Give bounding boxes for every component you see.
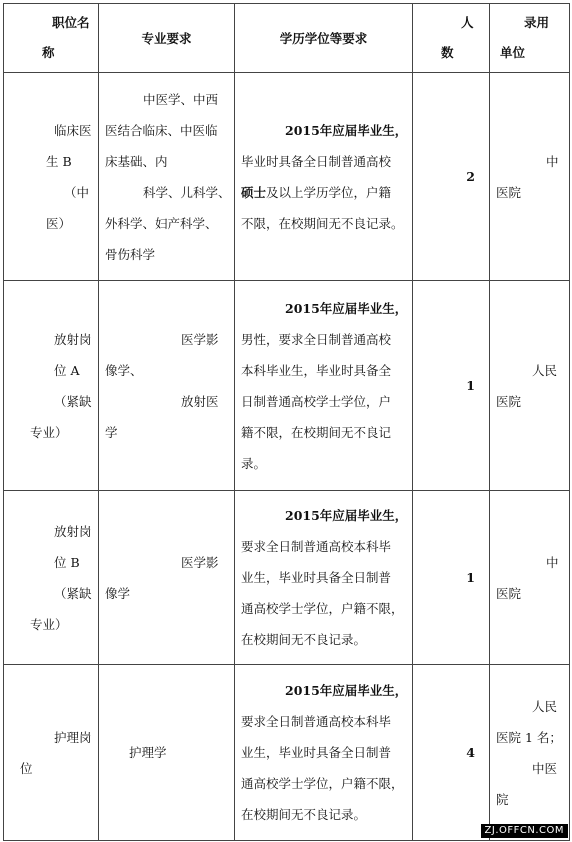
unit-cell: 人民 医院 (490, 281, 570, 491)
position-cell: 护理岗 位 (4, 665, 99, 841)
watermark-logo: ZJ.OFFCN.COM (481, 824, 568, 838)
major-cell: 中医学、中西 医结合临床、中医临 床基础、内 科学、儿科学、 外科学、妇产科学、 骨伤科学 (99, 73, 235, 281)
education-cell: 2015年应届毕业生， 要求全日制普通高校本科毕 业生，毕业时具备全日制普 通高校学士学位，户籍不限， 在校期间无不良记录。 (235, 491, 413, 665)
header-major: 专业要求 (99, 4, 235, 73)
unit-cell: 中 医院 (490, 491, 570, 665)
header-count: 人 数 (413, 4, 490, 73)
major-cell: 护理学 (99, 665, 235, 841)
header-unit: 录用 单位 (490, 4, 570, 73)
count-cell: 1 (413, 281, 490, 491)
table-row (4, 665, 570, 841)
unit-cell: 人民 医院 1 名； 中医 院 (490, 665, 570, 841)
table-row (4, 73, 570, 281)
table-row (4, 281, 570, 491)
count-cell: 1 (413, 491, 490, 665)
education-cell: 2015年应届毕业生， 男性，要求全日制普通高校 本科毕业生，毕业时具备全 日制普通高校学士学位，户 籍不限，在校期间无不良记 录。 (235, 281, 413, 491)
table-row (4, 491, 570, 665)
job-table (3, 3, 570, 841)
education-cell: 2015年应届毕业生， 要求全日制普通高校本科毕 业生，毕业时具备全日制普 通高校学士学位，户籍不限， 在校期间无不良记录。 (235, 665, 413, 841)
unit-cell: 中 医院 (490, 73, 570, 281)
major-cell: 医学影 像学、 放射医 学 (99, 281, 235, 491)
table-header-row (4, 4, 570, 73)
header-position: 职位名 称 (4, 4, 99, 73)
count-cell: 4 (413, 665, 490, 841)
major-cell: 医学影 像学 (99, 491, 235, 665)
position-cell: 放射岗 位 B （紧缺 专业） (4, 491, 99, 665)
header-education: 学历学位等要求 (235, 4, 413, 73)
count-cell: 2 (413, 73, 490, 281)
position-cell: 临床医 生 B （中 医） (4, 73, 99, 281)
position-cell: 放射岗 位 A （紧缺 专业） (4, 281, 99, 491)
education-cell: 2015年应届毕业生， 毕业时具备全日制普通高校 硕士及以上学历学位，户籍 不限，在校期间无不良记录。 (235, 73, 413, 281)
